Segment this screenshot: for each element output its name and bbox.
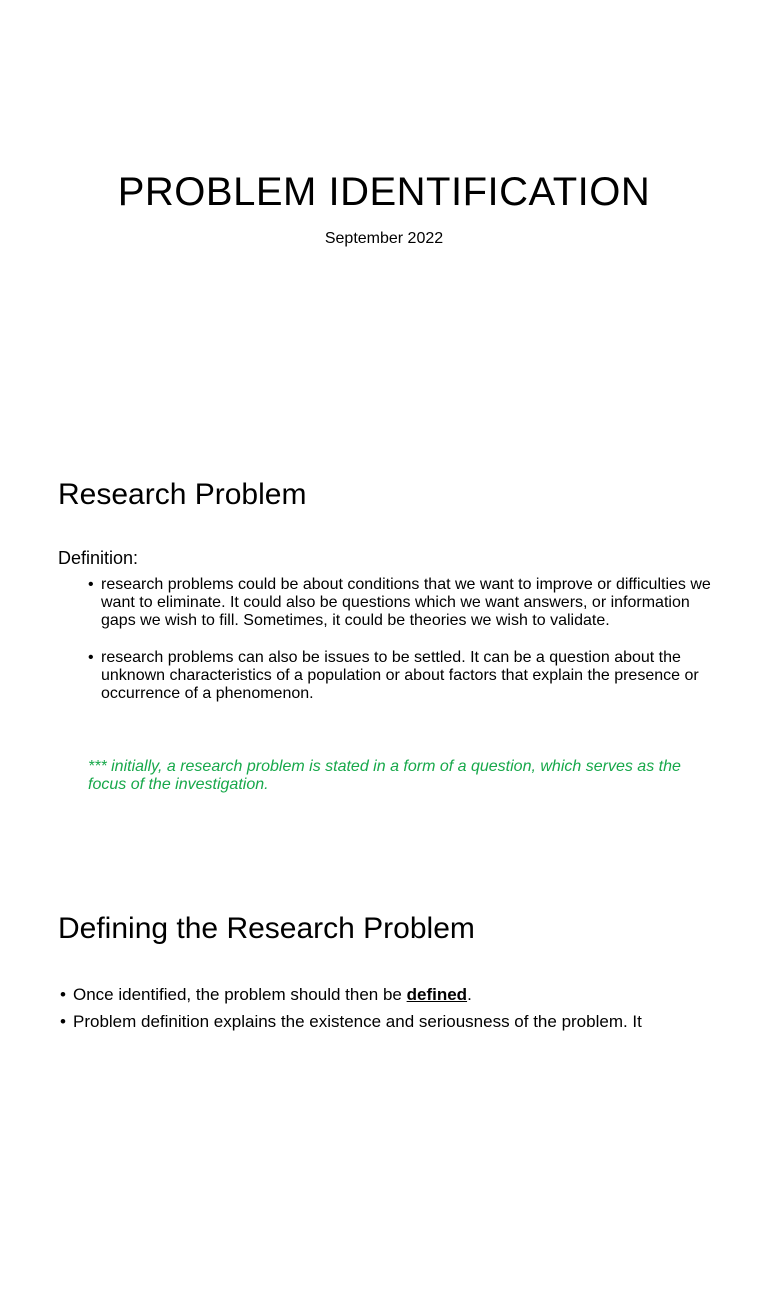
bullet-text: Problem definition explains the existence and seriousness of the problem. It — [73, 1012, 642, 1031]
research-problem-slide — [0, 432, 768, 864]
list-item — [60, 1011, 720, 1032]
defining-bullet-list — [60, 984, 720, 1038]
definition-bullet-list — [88, 576, 718, 712]
bullet-text: research problems can also be issues to be settled. It can be a question about the unknown characteristics of a population or about factors that explain the presence or occurrence of a phenomenon. — [101, 648, 699, 703]
bullet-text-before: Once identified, the problem should then be — [73, 985, 407, 1004]
presentation-title: PROBLEM IDENTIFICATION — [117, 170, 651, 214]
bullet-marker: • — [60, 985, 66, 1004]
emphasized-term: defined — [406, 985, 468, 1004]
definition-label: Definition: — [58, 548, 139, 568]
slide-heading: Defining the Research Problem — [58, 912, 475, 945]
defining-problem-slide — [0, 864, 768, 1296]
bullet-marker: • — [60, 1012, 66, 1031]
title-slide — [0, 0, 768, 432]
presentation-date: September 2022 — [324, 230, 444, 247]
slide-heading: Research Problem — [58, 478, 307, 511]
list-item — [88, 649, 718, 704]
bullet-marker: • — [88, 648, 94, 666]
bullet-text: research problems could be about conditions that we want to improve or difficulties we want to eliminate. It could also be questions which we want answers, or information gaps we wish to fill. Sometimes, it could be theories we wish to validate. — [101, 576, 711, 630]
bullet-text-after: . — [467, 985, 472, 1004]
list-item — [88, 576, 718, 631]
list-item — [60, 984, 720, 1005]
bullet-marker: • — [88, 576, 94, 593]
highlight-note: *** initially, a research problem is stated in a form of a question, which serves as the focus of the investigation. — [88, 758, 681, 794]
